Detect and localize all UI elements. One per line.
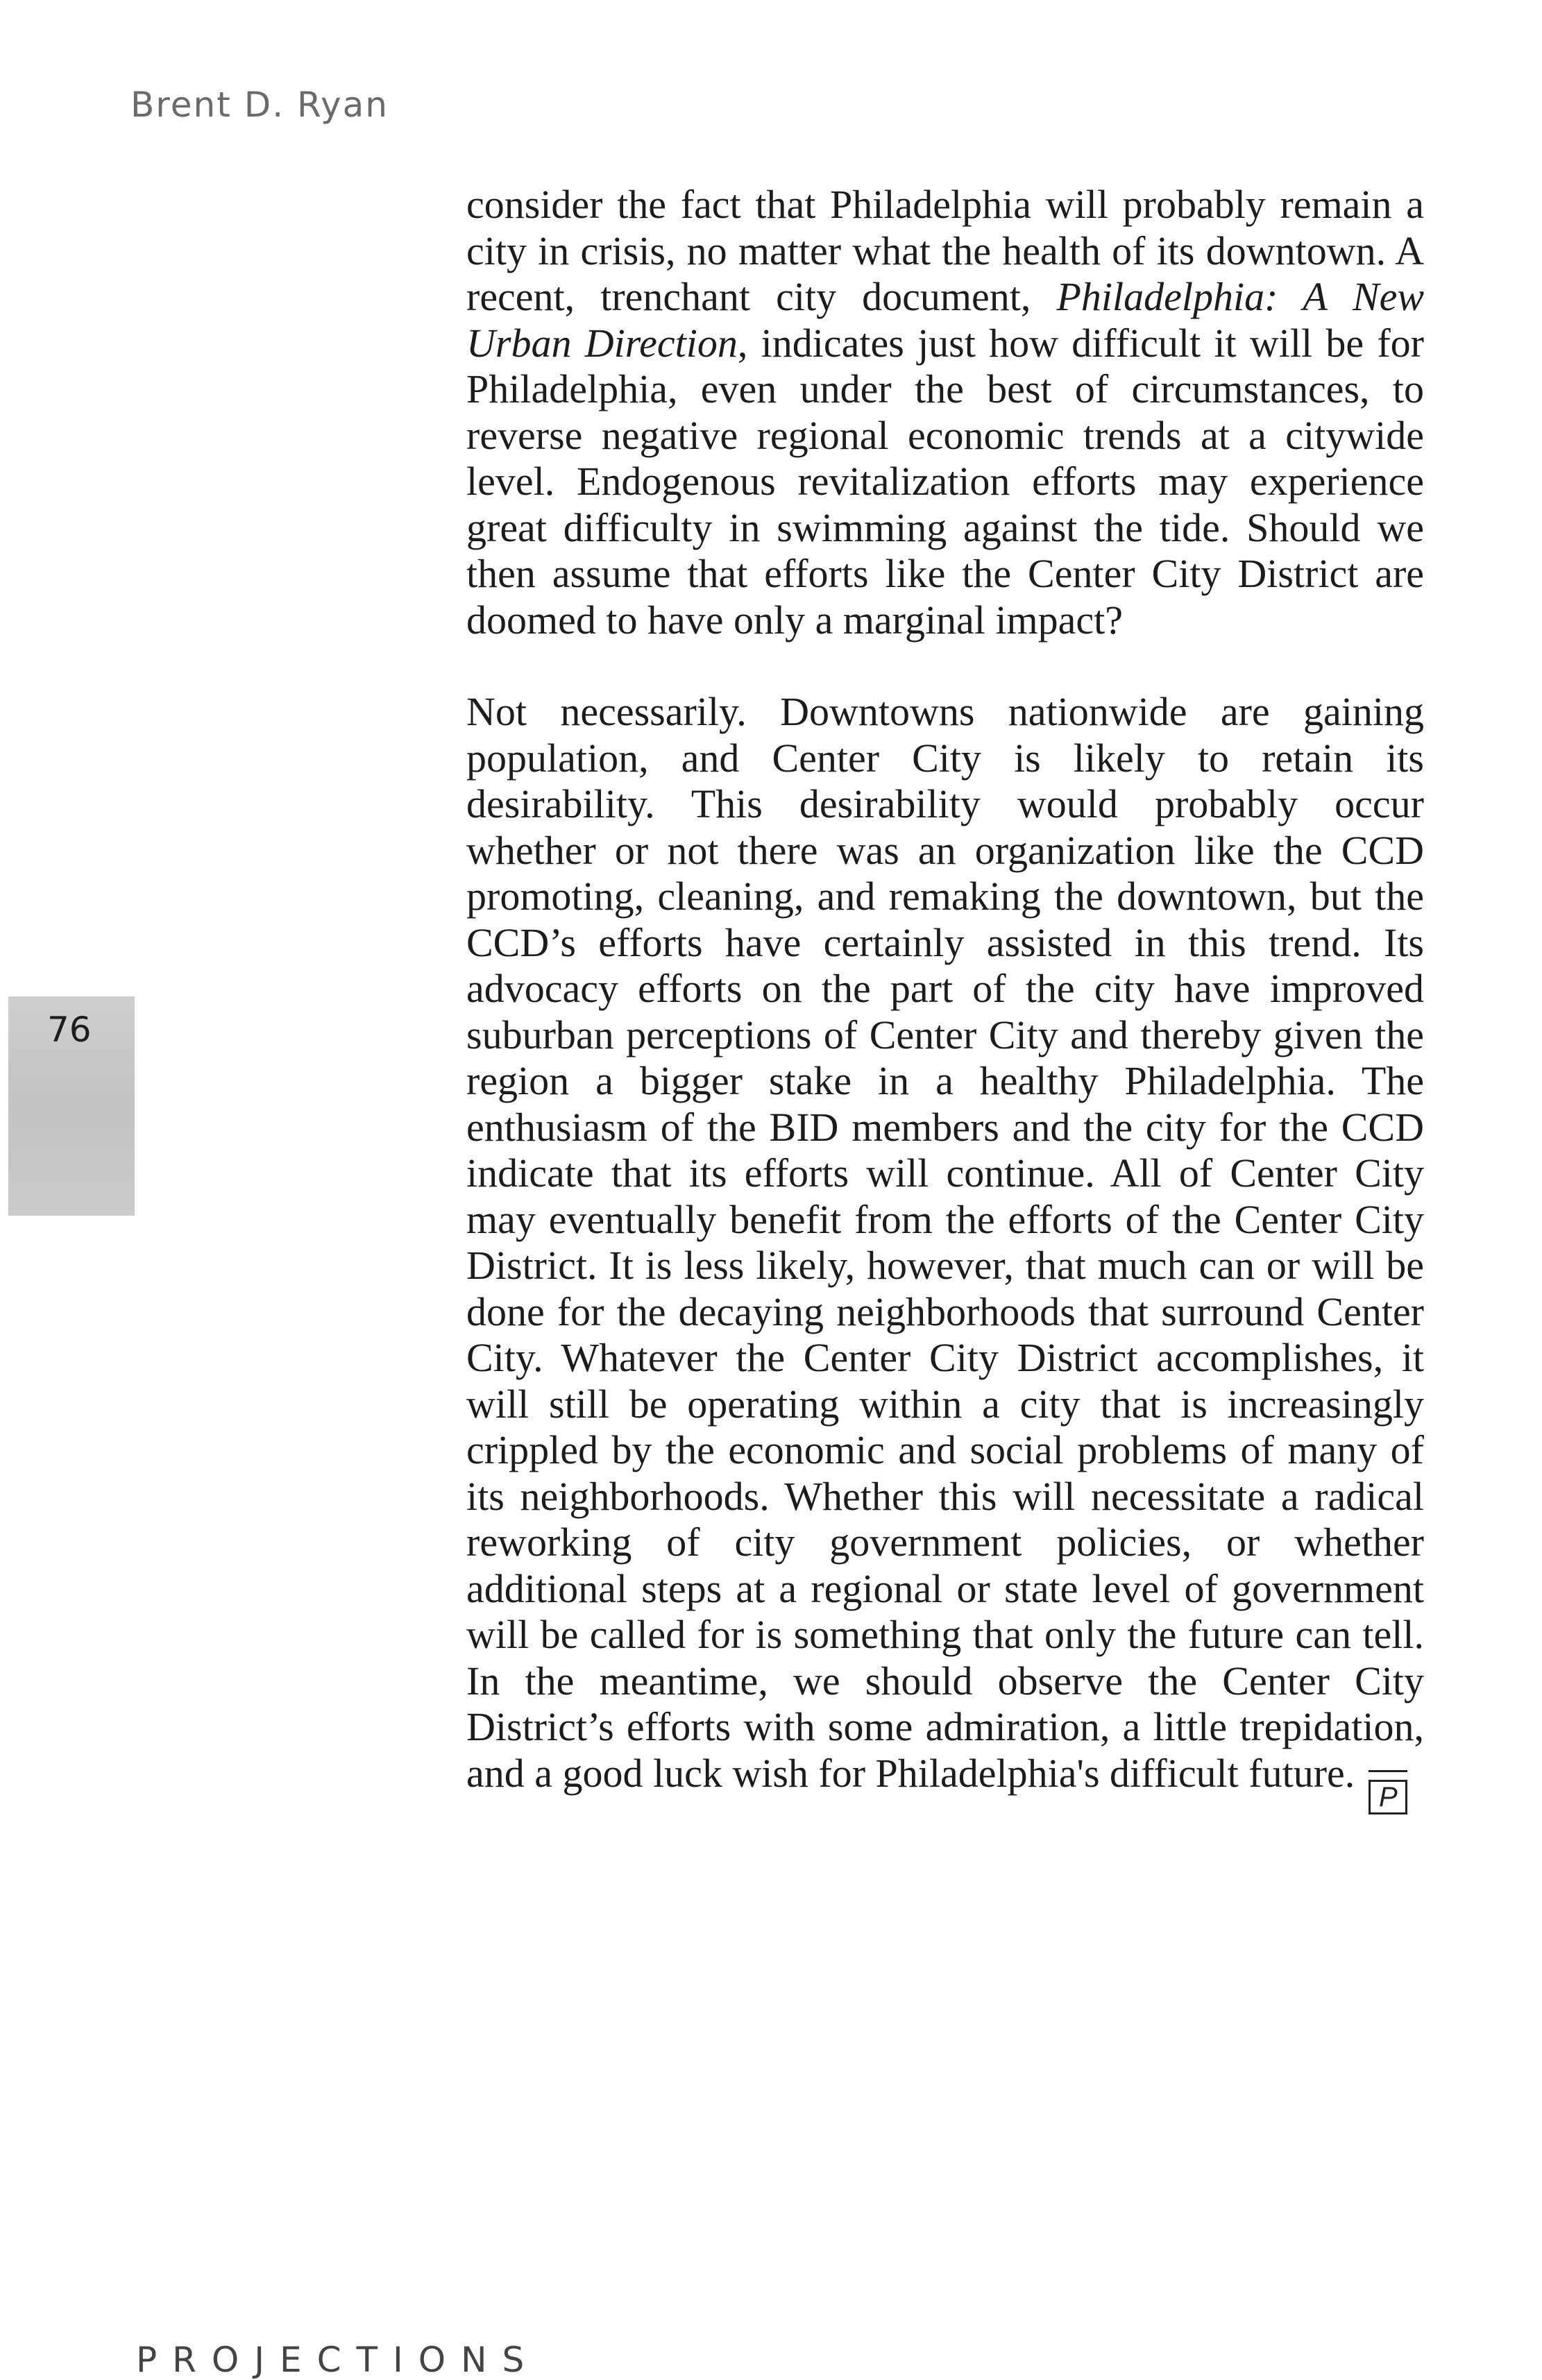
running-head-author: Brent D. Ryan	[130, 85, 389, 125]
document-title: Philadelphia: A New Urban Direction	[466, 274, 1425, 366]
article-body	[466, 182, 1425, 1812]
end-mark-letter: P	[1369, 1780, 1407, 1814]
paragraph-1-text-after-title: , indicates just how difficult it will be for Philadelphia, even under the best of circumstances, to reverse negative regional economic trends at a citywide level. Endogenous revitalization efforts may experience great difficulty in swimming against the tide. Should we then assume that efforts like the Center City District are doomed to have only a marginal impact?	[466, 320, 1424, 643]
paragraph-1	[466, 182, 1424, 643]
paragraph-1-text-before-title: consider the fact that Philadelphia will probably remain a city in crisis, no matter what the health of its downtown. A recent, trenchant city document,	[466, 182, 1424, 319]
paragraph-2-text: Not necessarily. Downtowns nationwide are gaining population, and Center City is likely to retain its desirability. This desirability would probably occur whether or not there was an organization like the CCD promoting, cleaning, and remaking the downtown, but the CCD’s efforts have certainly assisted in this trend. Its advocacy efforts on the part of the city have improved suburban perceptions of Center City and thereby given the region a bigger stake in a healthy Philadelphia. The enthusiasm of the BID members and the city for the CCD indicate that its efforts will continue. All of Center City may eventually benefit from the efforts of the Center City District. It is less likely, however, that much can or will be done for the decaying neighborhoods that surround Center City. Whatever the Center City District accomplishes, it will still be operating within a city that is increasingly crippled by the economic and social problems of many of its neighborhoods. Whether this will necessitate a radical reworking of city government policies, or whether additional steps at a regional or state level of government will be called for is something that only the future can tell. In the meantime, we should observe the Center City District’s efforts with some admiration, a little trepidation, and a good luck wish for Philadelphia's difficult future.	[466, 689, 1424, 1796]
page-number: 76	[47, 1010, 92, 1050]
footer-section-label: PROJECTIONS	[136, 2340, 540, 2380]
paragraph-2	[466, 689, 1424, 1812]
end-of-article-mark-icon	[1367, 1770, 1409, 1812]
